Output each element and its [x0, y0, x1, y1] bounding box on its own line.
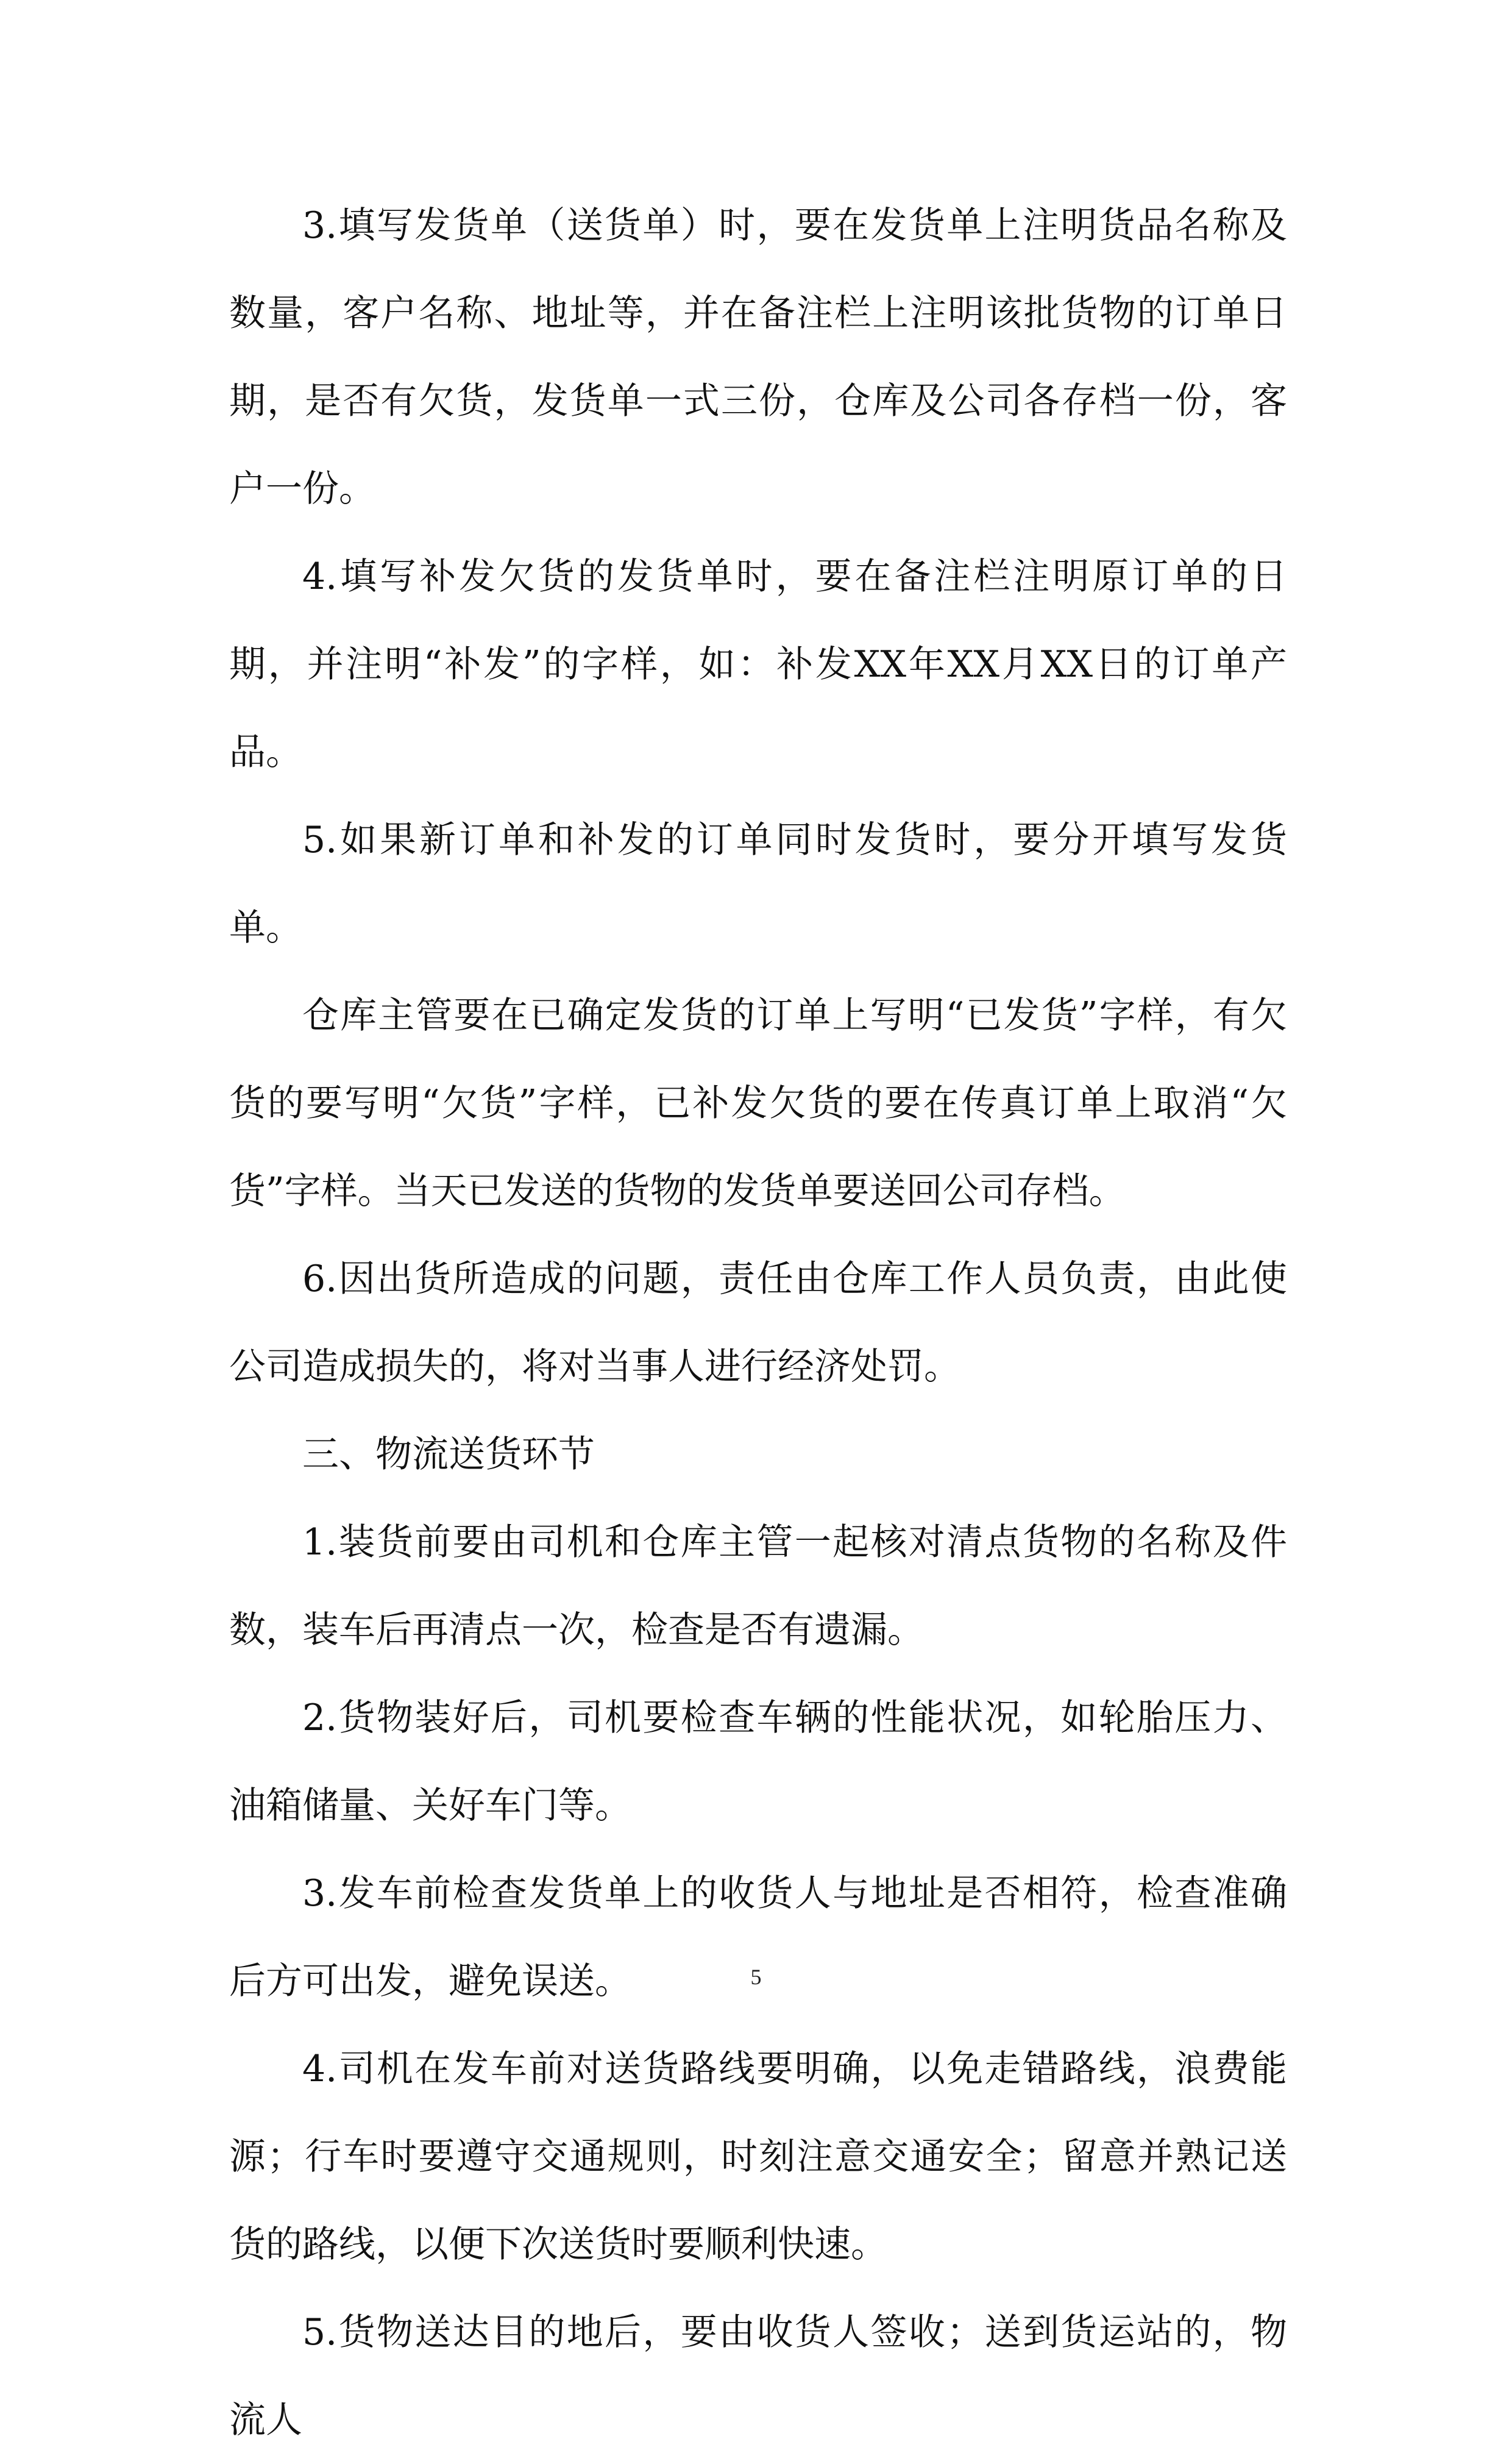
- paragraph-delivery-receipt: 5.货物送达目的地后，要由收货人签收；送到货运站的，物流人: [229, 2311, 1287, 2441]
- paragraph-loading-check: 1.装货前要由司机和仓库主管一起核对清点货物的名称及件数，装车后再清点一次，检查是否有遗漏。: [229, 1521, 1287, 1651]
- body-text: [229, 182, 1287, 2464]
- paragraph-invoice-filling: 3.填写发货单（送货单）时，要在发货单上注明货品名称及数量，客户名称、地址等，并在备注栏上注明该批货物的订单日期，是否有欠货，发货单一式三份，仓库及公司各存档一份，客户一份。: [229, 204, 1287, 510]
- paragraph-vehicle-check: 2.货物装好后，司机要检查车辆的性能状况，如轮胎压力、油箱储量、关好车门等。: [229, 1697, 1287, 1827]
- paragraph-backorder-invoice: 4.填写补发欠货的发货单时，要在备注栏注明原订单的日期，并注明“补发”的字样，如：补发XX年XX月XX日的订单产品。: [229, 555, 1287, 774]
- paragraph-address-check: 3.发车前检查发货单上的收货人与地址是否相符，检查准确后方可出发，避免误送。: [229, 1872, 1287, 2003]
- page-number: 5: [750, 1965, 762, 1989]
- paragraph-warehouse-supervisor: 仓库主管要在已确定发货的订单上写明“已发货”字样，有欠货的要写明“欠货”字样，已补发欠货的要在传真订单上取消“欠货”字样。当天已发送的货物的发货单要送回公司存档。: [229, 994, 1287, 1212]
- paragraph-route-planning: 4.司机在发车前对送货路线要明确，以免走错路线，浪费能源；行车时要遵守交通规则，时刻注意交通安全；留意并熟记送货的路线，以便下次送货时要顺利快速。: [229, 2048, 1287, 2266]
- paragraph-responsibility: 6.因出货所造成的问题，责任由仓库工作人员负责，由此使公司造成损失的，将对当事人进行经济处罚。: [229, 1258, 1287, 1388]
- paragraph-separate-invoice: 5.如果新订单和补发的订单同时发货时，要分开填写发货单。: [229, 819, 1287, 949]
- section-heading-logistics: 三、物流送货环节: [302, 1433, 595, 1476]
